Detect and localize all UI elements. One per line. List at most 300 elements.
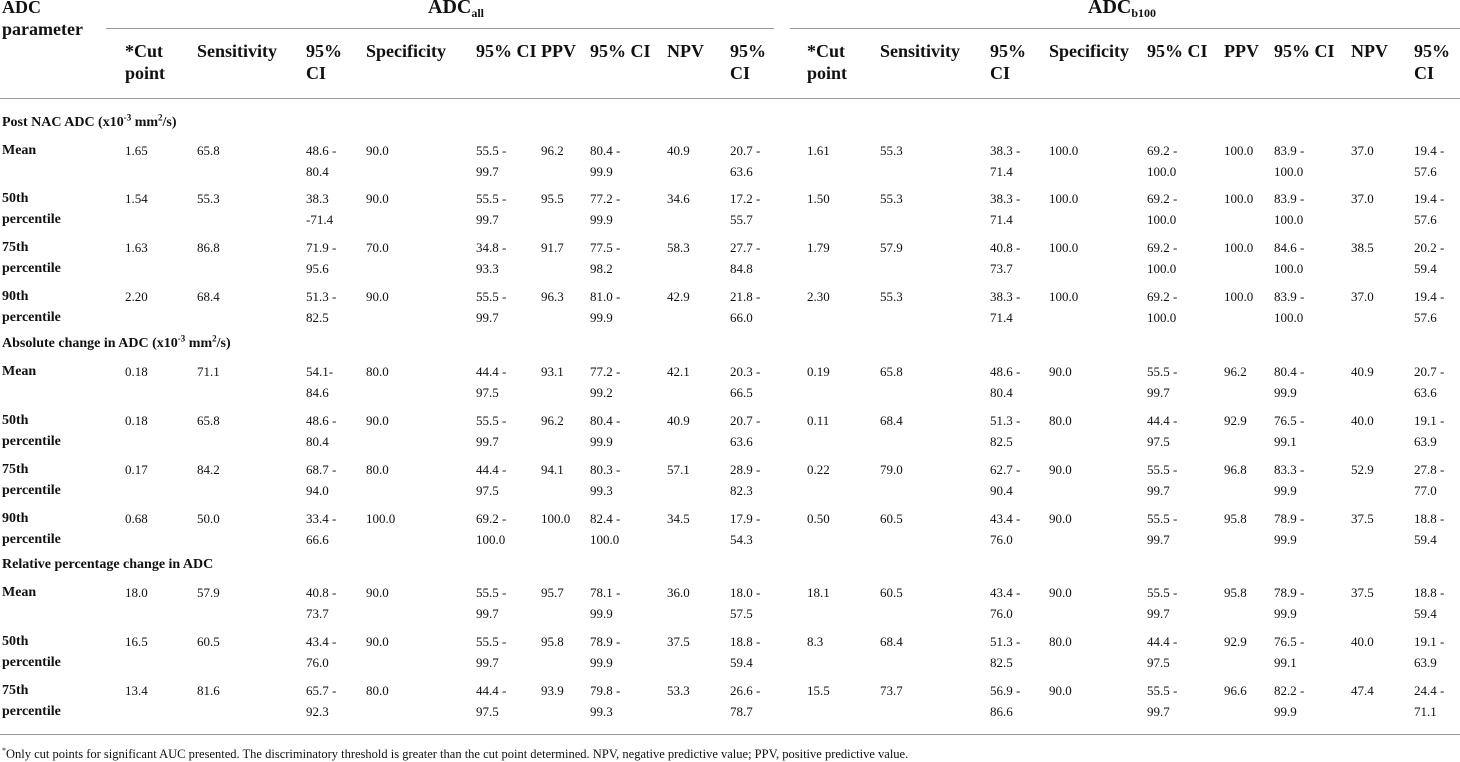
table-cell: 98.2	[590, 261, 613, 276]
table-cell: 80.0	[1049, 413, 1072, 428]
table-cell: 100.0	[1274, 261, 1304, 276]
table-cell: 34.5	[667, 511, 690, 526]
row-label: Mean	[2, 143, 37, 158]
table-cell: 56.9 -	[990, 683, 1021, 698]
table-cell: 80.4	[306, 434, 329, 449]
column-header: PPV	[1224, 41, 1259, 61]
table-cell: 71.4	[990, 212, 1013, 227]
table-cell: 100.0	[476, 532, 506, 547]
table-cell: 90.0	[1049, 585, 1072, 600]
table-cell: 99.9	[1274, 704, 1297, 719]
table-cell: 94.0	[306, 483, 329, 498]
table-cell: 40.9	[667, 413, 690, 428]
table-cell: 83.9 -	[1274, 191, 1305, 206]
table-cell: 55.5 -	[476, 413, 507, 428]
table-cell: 40.9	[667, 143, 690, 158]
table-cell: 59.4	[1414, 532, 1437, 547]
table-cell: 55.5 -	[1147, 462, 1178, 477]
table-cell: 51.3 -	[990, 634, 1021, 649]
row-label: percentile	[2, 483, 61, 498]
table-cell: 99.9	[590, 164, 613, 179]
table-cell: 73.7	[990, 261, 1013, 276]
footnote-text: Only cut points for significant AUC presented. The discriminatory threshold is greater than the cut point determined. NPV, negative predictive value; PPV, positive predictive value.	[6, 747, 909, 762]
table-cell: 68.7 -	[306, 462, 337, 477]
table-cell: 27.7 -	[730, 240, 761, 255]
table-cell: 1.63	[125, 240, 148, 255]
table-cell: 36.0	[667, 585, 690, 600]
table-cell: 59.4	[1414, 606, 1437, 621]
table-cell: 20.2 -	[1414, 240, 1445, 255]
table-cell: 73.7	[306, 606, 329, 621]
column-header: CI	[1414, 63, 1435, 83]
table-cell: 100.0	[541, 511, 571, 526]
table-cell: 90.0	[1049, 511, 1072, 526]
table-cell: 78.9 -	[1274, 585, 1305, 600]
table-cell: 2.30	[807, 289, 830, 304]
table-cell: 55.5 -	[476, 143, 507, 158]
row-label: percentile	[2, 434, 61, 449]
table-cell: 95.7	[541, 585, 564, 600]
table-cell: 71.1	[197, 364, 220, 379]
table-cell: 84.2	[197, 462, 220, 477]
table-cell: 57.5	[730, 606, 753, 621]
table-cell: 100.0	[1049, 240, 1079, 255]
table-cell: 53.3	[667, 683, 690, 698]
table-cell: 78.9 -	[1274, 511, 1305, 526]
table-cell: 99.3	[590, 704, 613, 719]
table-cell: 82.5	[990, 655, 1013, 670]
table-cell: 77.0	[1414, 483, 1437, 498]
table-cell: 90.4	[990, 483, 1013, 498]
table-cell: 93.9	[541, 683, 564, 698]
table-cell: 8.3	[807, 634, 824, 649]
table-cell: 34.6	[667, 191, 690, 206]
table-cell: 18.0	[125, 585, 148, 600]
table-cell: 60.5	[197, 634, 220, 649]
table-cell: 68.4	[197, 289, 220, 304]
table-cell: 42.1	[667, 364, 690, 379]
table-cell: 76.0	[306, 655, 329, 670]
table-cell: 20.3 -	[730, 364, 761, 379]
table-cell: 26.6 -	[730, 683, 761, 698]
table-cell: 55.5 -	[1147, 364, 1178, 379]
table-cell: 100.0	[1274, 212, 1304, 227]
column-header: 95%	[1414, 41, 1450, 61]
table-cell: 65.8	[197, 143, 220, 158]
table-cell: 55.3	[880, 143, 903, 158]
column-header: Sensitivity	[880, 41, 961, 61]
table-cell: 16.5	[125, 634, 148, 649]
table-cell: 80.4	[306, 164, 329, 179]
table-cell: 38.3 -	[990, 289, 1021, 304]
row-label: 50th	[2, 191, 29, 206]
table-cell: 43.4 -	[990, 511, 1021, 526]
table-cell: 76.0	[990, 532, 1013, 547]
table-cell: 1.61	[807, 143, 830, 158]
table-cell: 73.7	[880, 683, 903, 698]
table-cell: 97.5	[476, 483, 499, 498]
table-cell: 96.2	[541, 143, 564, 158]
table-cell: 0.18	[125, 364, 148, 379]
table-cell: 100.0	[1224, 289, 1254, 304]
table-cell: 66.5	[730, 385, 753, 400]
table-cell: 100.0	[1147, 261, 1177, 276]
table-cell: 93.3	[476, 261, 499, 276]
column-header: 95% CI	[1274, 41, 1335, 61]
column-header: Specificity	[1049, 41, 1129, 61]
table-cell: 96.2	[1224, 364, 1247, 379]
table-cell: 20.7 -	[730, 143, 761, 158]
table-cell: 55.7	[730, 212, 753, 227]
table-cell: 34.8 -	[476, 240, 507, 255]
table-cell: 1.54	[125, 191, 148, 206]
table-cell: 97.5	[1147, 434, 1170, 449]
table-cell: 55.5 -	[1147, 683, 1178, 698]
table-cell: 0.50	[807, 511, 830, 526]
table-cell: 24.4 -	[1414, 683, 1445, 698]
table-cell: 18.8 -	[1414, 585, 1445, 600]
table-cell: 18.0 -	[730, 585, 761, 600]
table-cell: 84.6 -	[1274, 240, 1305, 255]
table-cell: 63.9	[1414, 434, 1437, 449]
column-header: 95%	[990, 41, 1026, 61]
table-cell: 47.4	[1351, 683, 1374, 698]
table-cell: 86.6	[990, 704, 1013, 719]
table-cell: 60.5	[880, 511, 903, 526]
header-rule	[0, 98, 1460, 99]
table-cell: 100.0	[1274, 310, 1304, 325]
table-cell: 48.6 -	[306, 143, 337, 158]
table-cell: 17.2 -	[730, 191, 761, 206]
table-cell: 99.9	[590, 212, 613, 227]
table-cell: 100.0	[1147, 212, 1177, 227]
table-cell: 100.0	[1049, 191, 1079, 206]
column-header: point	[125, 63, 166, 83]
row-label: 75th	[2, 683, 29, 698]
table-cell: 37.0	[1351, 191, 1374, 206]
table-cell: 96.6	[1224, 683, 1247, 698]
table-cell: 65.8	[197, 413, 220, 428]
table-cell: 0.68	[125, 511, 148, 526]
table-cell: 60.5	[880, 585, 903, 600]
row-label: percentile	[2, 655, 61, 670]
table-cell: 38.3 -	[990, 143, 1021, 158]
row-label: 75th	[2, 240, 29, 255]
column-header: 95% CI	[476, 41, 537, 61]
table-cell: 76.5 -	[1274, 413, 1305, 428]
table-cell: 100.0	[1224, 191, 1254, 206]
column-header: 95% CI	[1147, 41, 1208, 61]
table-cell: 51.3 -	[306, 289, 337, 304]
table-cell: 80.4 -	[590, 413, 621, 428]
table-cell: 68.4	[880, 413, 903, 428]
row-label: 50th	[2, 634, 29, 649]
table-cell: 44.4 -	[476, 364, 507, 379]
table-cell: 18.8 -	[730, 634, 761, 649]
table-cell: 62.7 -	[990, 462, 1021, 477]
table-cell: -71.4	[306, 212, 334, 227]
table-cell: 65.8	[880, 364, 903, 379]
table-cell: 90.0	[1049, 364, 1072, 379]
table-cell: 55.5 -	[476, 585, 507, 600]
table-cell: 82.5	[990, 434, 1013, 449]
group-rule-left	[106, 28, 774, 29]
table-cell: 21.8 -	[730, 289, 761, 304]
table-cell: 99.7	[476, 434, 499, 449]
row-label: 75th	[2, 462, 29, 477]
table-cell: 63.9	[1414, 655, 1437, 670]
column-header: PPV	[541, 41, 576, 61]
table-cell: 90.0	[366, 585, 389, 600]
table-cell: 95.8	[1224, 585, 1247, 600]
bottom-rule	[0, 734, 1460, 735]
table-cell: 99.9	[590, 434, 613, 449]
row-label: percentile	[2, 212, 61, 227]
table-cell: 94.1	[541, 462, 564, 477]
table-cell: 66.0	[730, 310, 753, 325]
table-cell: 37.0	[1351, 143, 1374, 158]
table-cell: 69.2 -	[1147, 191, 1178, 206]
table-cell: 71.4	[990, 164, 1013, 179]
table-cell: 71.1	[1414, 704, 1437, 719]
row-label: 90th	[2, 511, 29, 526]
table-cell: 90.0	[366, 191, 389, 206]
table-cell: 19.4 -	[1414, 143, 1445, 158]
group-header-adc-b100: $ADC_{b100}$	[1088, 0, 1157, 20]
column-header: Specificity	[366, 41, 446, 61]
row-label: Mean	[2, 364, 37, 379]
column-header: 95% CI	[590, 41, 651, 61]
table-cell: 83.9 -	[1274, 289, 1305, 304]
table-cell: 96.3	[541, 289, 564, 304]
table-cell: 80.0	[1049, 634, 1072, 649]
table-cell: 55.5 -	[476, 634, 507, 649]
table-cell: 95.8	[541, 634, 564, 649]
table-cell: 0.17	[125, 462, 148, 477]
table-cell: 57.6	[1414, 310, 1437, 325]
table-cell: 100.0	[1224, 143, 1254, 158]
table-cell: 99.7	[1147, 385, 1170, 400]
table-cell: 63.6	[1414, 385, 1437, 400]
column-header: 95%	[730, 41, 766, 61]
table-cell: 59.4	[1414, 261, 1437, 276]
table-cell: 100.0	[1049, 289, 1079, 304]
table-cell: 99.9	[1274, 483, 1297, 498]
table-cell: 55.5 -	[476, 191, 507, 206]
table-cell: 96.8	[1224, 462, 1247, 477]
column-header: point	[807, 63, 848, 83]
table-cell: 55.3	[197, 191, 220, 206]
table-cell: 90.0	[366, 289, 389, 304]
section-title: Post NAC ADC ($x10^{-3}$ $mm^2/s$)	[2, 112, 177, 130]
table-cell: 0.19	[807, 364, 830, 379]
table-cell: 95.5	[541, 191, 564, 206]
table-cell: 99.2	[590, 385, 613, 400]
table-cell: 48.6 -	[990, 364, 1021, 379]
table-cell: 1.65	[125, 143, 148, 158]
table-cell: 82.4 -	[590, 511, 621, 526]
table-cell: 99.1	[1274, 434, 1297, 449]
table-cell: 76.0	[990, 606, 1013, 621]
table-cell: 33.4 -	[306, 511, 337, 526]
table-cell: 97.5	[476, 704, 499, 719]
table-cell: 40.8 -	[306, 585, 337, 600]
table-cell: 70.0	[366, 240, 389, 255]
table-cell: 99.9	[1274, 385, 1297, 400]
table-cell: 78.1 -	[590, 585, 621, 600]
table-cell: 80.0	[366, 364, 389, 379]
table-cell: 69.2 -	[476, 511, 507, 526]
table-cell: 20.7 -	[730, 413, 761, 428]
table-cell: 50.0	[197, 511, 220, 526]
table-cell: 44.4 -	[476, 462, 507, 477]
table-cell: 65.7 -	[306, 683, 337, 698]
table-cell: 99.7	[476, 164, 499, 179]
column-header: CI	[730, 63, 751, 83]
group-header-adc-all: $ADC_{all}$	[428, 0, 485, 20]
group-rule-right	[790, 28, 1460, 29]
table-cell: 0.22	[807, 462, 830, 477]
stub-header-line2: parameter	[2, 19, 83, 39]
table-cell: 43.4 -	[306, 634, 337, 649]
table-cell: 90.0	[366, 143, 389, 158]
section-title: Absolute change in ADC ($x10^{-3}$ $mm^2/s$)	[2, 333, 231, 351]
table-cell: 38.5	[1351, 240, 1374, 255]
table-cell: 40.9	[1351, 364, 1374, 379]
table-cell: 48.6 -	[306, 413, 337, 428]
table-cell: 90.0	[1049, 683, 1072, 698]
table-cell: 55.5 -	[1147, 511, 1178, 526]
table-cell: 80.0	[366, 462, 389, 477]
table-cell: 90.0	[366, 634, 389, 649]
table-cell: 80.4 -	[1274, 364, 1305, 379]
table-cell: 1.79	[807, 240, 830, 255]
table-cell: 57.1	[667, 462, 690, 477]
table-cell: 97.5	[1147, 655, 1170, 670]
table-cell: 40.8 -	[990, 240, 1021, 255]
table-cell: 63.6	[730, 434, 753, 449]
table-cell: 100.0	[590, 532, 620, 547]
table-cell: 100.0	[1049, 143, 1079, 158]
table-cell: 100.0	[1147, 164, 1177, 179]
table-cell: 80.4	[990, 385, 1013, 400]
table-cell: 100.0	[1224, 240, 1254, 255]
table-cell: 83.9 -	[1274, 143, 1305, 158]
table-cell: 99.9	[590, 655, 613, 670]
table-cell: 99.3	[590, 483, 613, 498]
table-cell: 54.3	[730, 532, 753, 547]
column-header: Sensitivity	[197, 41, 278, 61]
table-cell: 38.3 -	[990, 191, 1021, 206]
table-cell: 82.5	[306, 310, 329, 325]
table-cell: 79.0	[880, 462, 903, 477]
table-cell: 92.3	[306, 704, 329, 719]
column-header: 95%	[306, 41, 342, 61]
stub-header-line1: ADC	[2, 0, 41, 17]
row-label: 50th	[2, 413, 29, 428]
table-cell: 42.9	[667, 289, 690, 304]
table-cell: 99.7	[476, 606, 499, 621]
table-cell: 37.5	[1351, 511, 1374, 526]
table-cell: 28.9 -	[730, 462, 761, 477]
table-cell: 57.9	[880, 240, 903, 255]
table-cell: 19.4 -	[1414, 191, 1445, 206]
table-cell: 99.9	[590, 606, 613, 621]
table-cell: 52.9	[1351, 462, 1374, 477]
table-cell: 84.8	[730, 261, 753, 276]
table-cell: 68.4	[880, 634, 903, 649]
table-cell: 90.0	[1049, 462, 1072, 477]
table-cell: 83.3 -	[1274, 462, 1305, 477]
table-cell: 91.7	[541, 240, 564, 255]
table-cell: 18.1	[807, 585, 830, 600]
table-cell: 77.2 -	[590, 364, 621, 379]
table-cell: 78.9 -	[590, 634, 621, 649]
table-cell: 27.8 -	[1414, 462, 1445, 477]
table-cell: 15.5	[807, 683, 830, 698]
table-cell: 99.7	[1147, 704, 1170, 719]
table-cell: 96.2	[541, 413, 564, 428]
table-cell: 57.6	[1414, 164, 1437, 179]
table-cell: 99.7	[476, 212, 499, 227]
row-label: percentile	[2, 310, 61, 325]
table-cell: 37.5	[1351, 585, 1374, 600]
table-cell: 92.9	[1224, 634, 1247, 649]
table-cell: 37.5	[667, 634, 690, 649]
table-cell: 19.4 -	[1414, 289, 1445, 304]
table-cell: 80.3 -	[590, 462, 621, 477]
table-cell: 20.7 -	[1414, 364, 1445, 379]
table-cell: 59.4	[730, 655, 753, 670]
table-cell: 43.4 -	[990, 585, 1021, 600]
column-header: *Cut	[807, 41, 846, 61]
table-cell: 55.5 -	[1147, 585, 1178, 600]
table-cell: 97.5	[476, 385, 499, 400]
row-label: 90th	[2, 289, 29, 304]
footnote	[2, 743, 908, 762]
row-label: percentile	[2, 532, 61, 547]
table-cell: 44.4 -	[476, 683, 507, 698]
table-cell: 86.8	[197, 240, 220, 255]
table-cell: 71.4	[990, 310, 1013, 325]
table-cell: 44.4 -	[1147, 634, 1178, 649]
table-cell: 37.0	[1351, 289, 1374, 304]
row-label: Mean	[2, 585, 37, 600]
table-cell: 78.7	[730, 704, 753, 719]
table-cell: 99.7	[1147, 532, 1170, 547]
table-cell: 99.7	[1147, 483, 1170, 498]
column-header: CI	[990, 63, 1011, 83]
footnote-mark: *	[2, 746, 6, 755]
table-cell: 0.18	[125, 413, 148, 428]
table-cell: 69.2 -	[1147, 143, 1178, 158]
table-cell: 99.1	[1274, 655, 1297, 670]
table-cell: 92.9	[1224, 413, 1247, 428]
table-cell: 57.6	[1414, 212, 1437, 227]
table-cell: 57.9	[197, 585, 220, 600]
table-cell: 40.0	[1351, 413, 1374, 428]
table-cell: 100.0	[1147, 310, 1177, 325]
table-cell: 80.0	[366, 683, 389, 698]
table-cell: 95.8	[1224, 511, 1247, 526]
table-cell: 80.4 -	[590, 143, 621, 158]
table-cell: 81.0 -	[590, 289, 621, 304]
table-cell: 55.3	[880, 289, 903, 304]
table-cell: 40.0	[1351, 634, 1374, 649]
table-cell: 79.8 -	[590, 683, 621, 698]
table-cell: 84.6	[306, 385, 329, 400]
table-cell: 99.7	[476, 655, 499, 670]
